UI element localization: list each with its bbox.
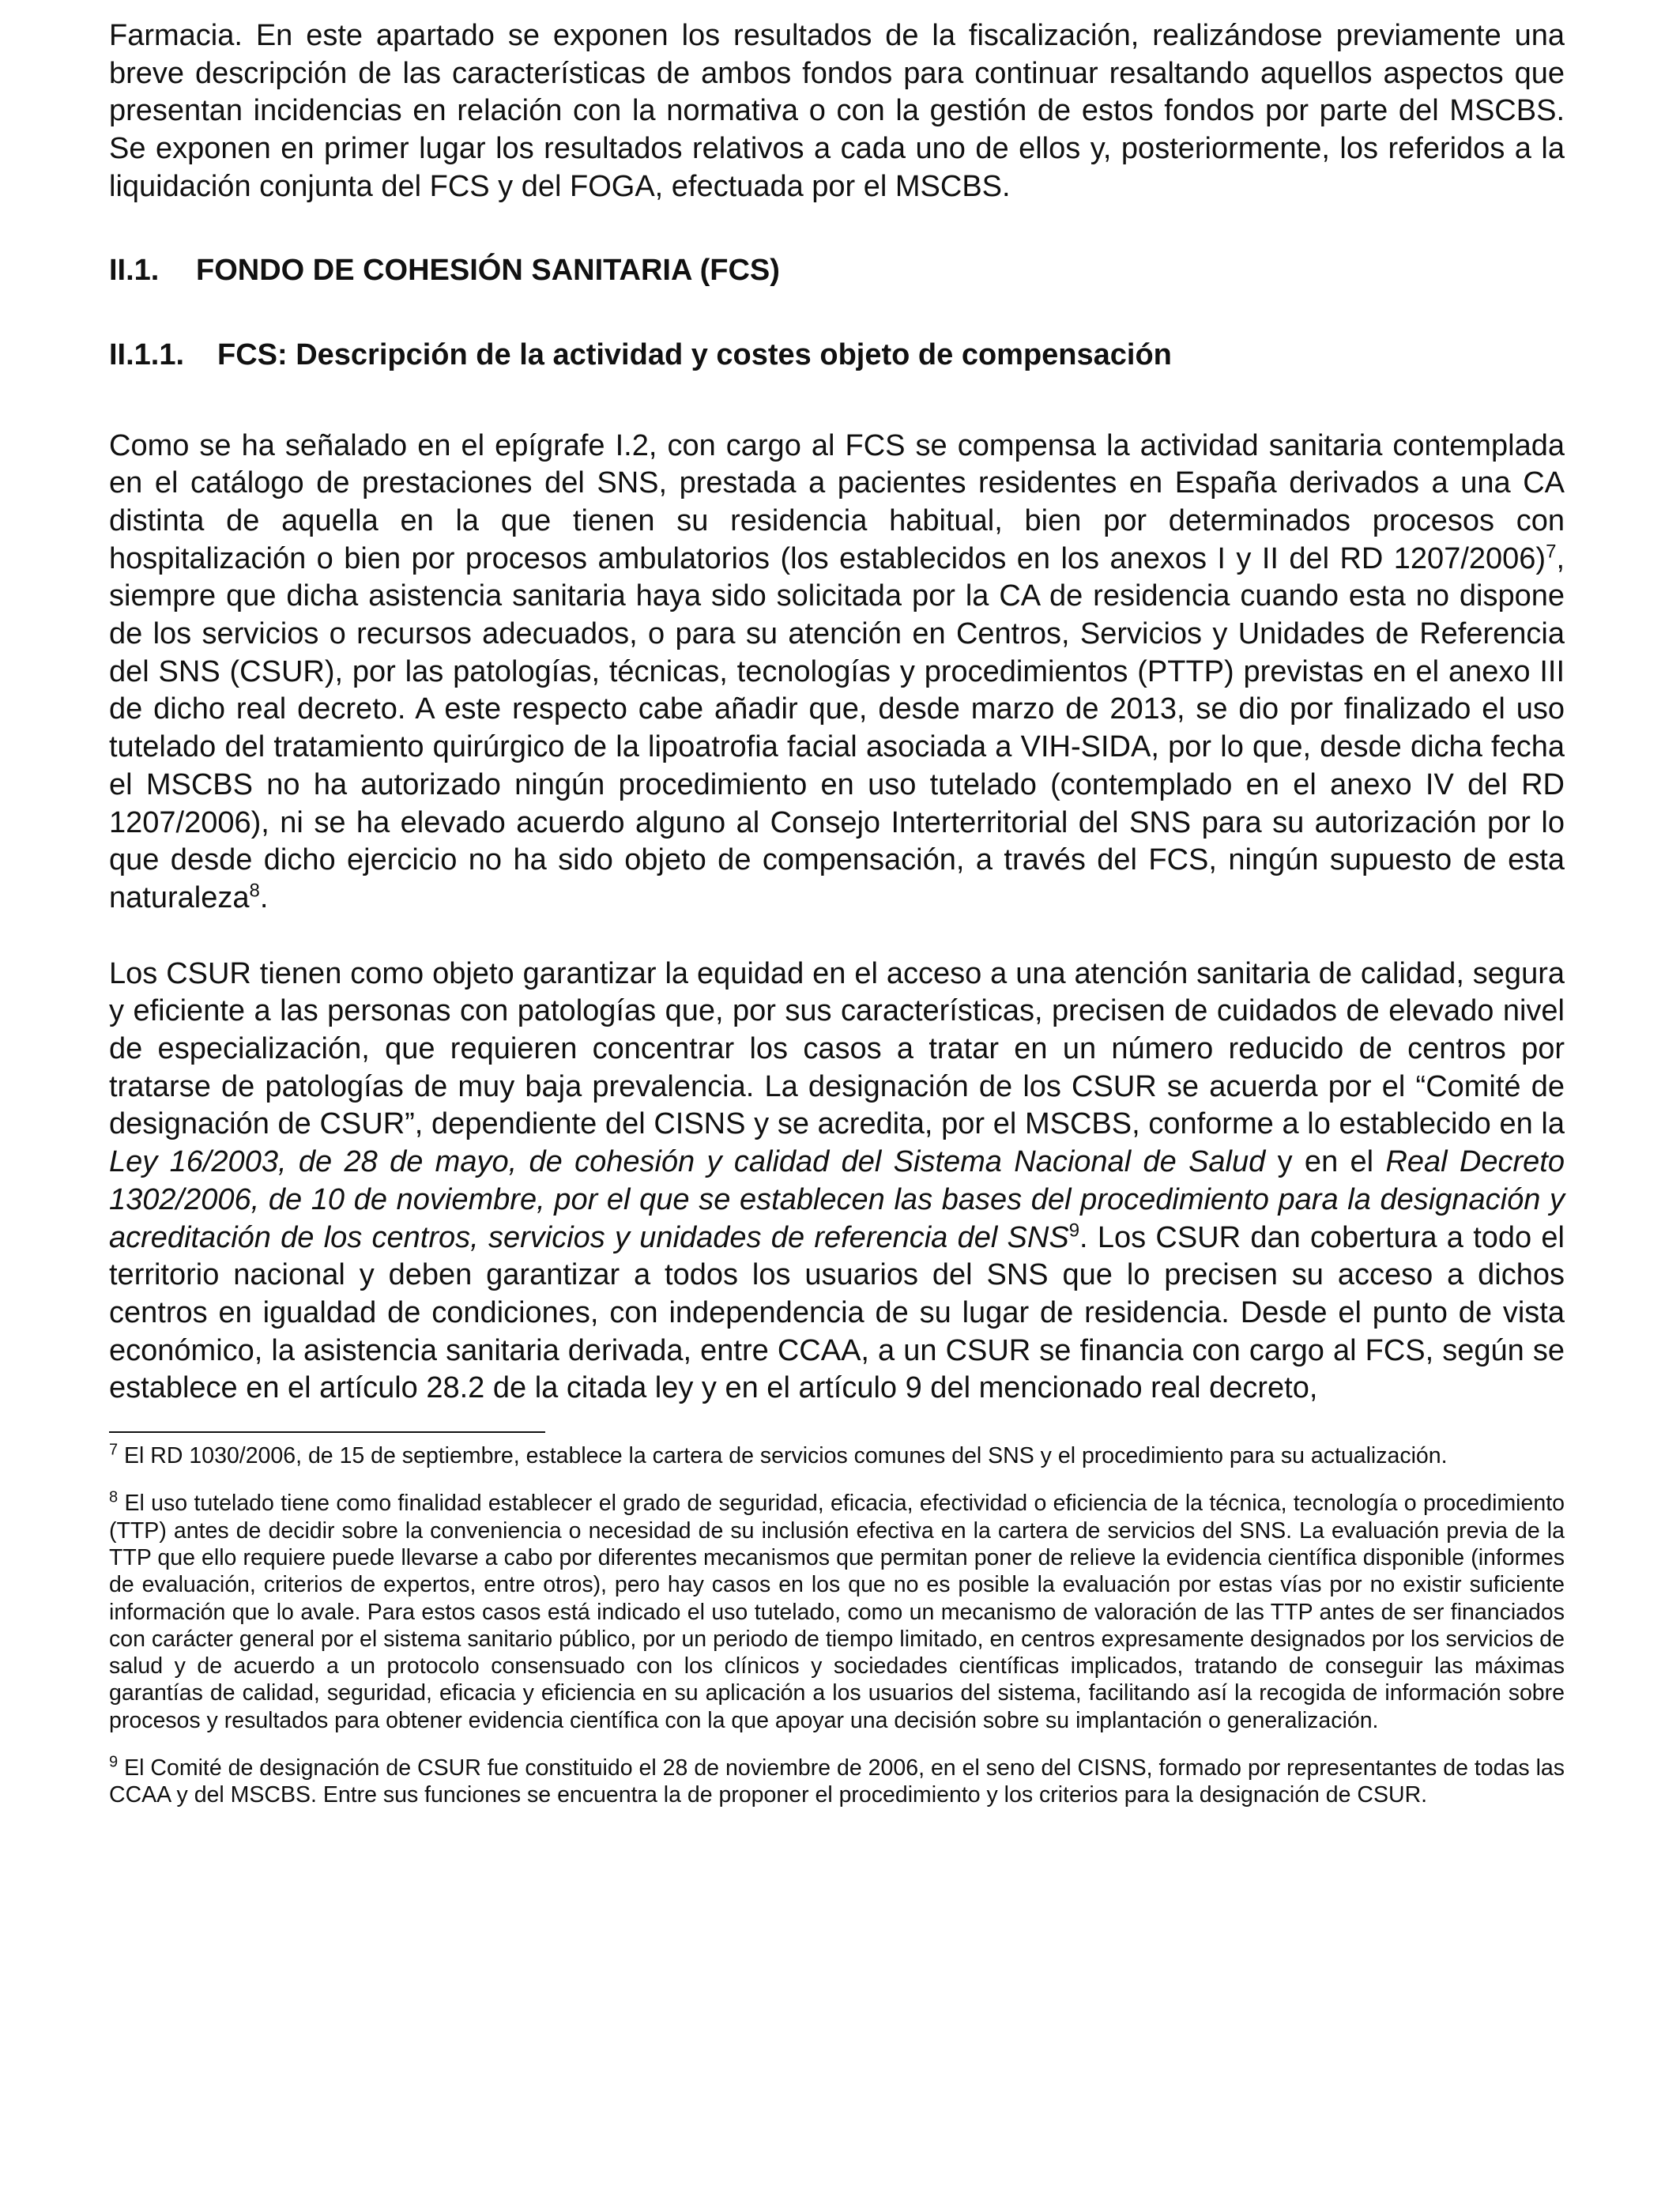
footnote-number: 9 (109, 1753, 119, 1771)
law-reference-1: Ley 16/2003, de 28 de mayo, de cohesión y calidad del Sistema Nacional de Salud (109, 1145, 1266, 1179)
paragraph-text: . Los CSUR dan cobertura a todo el territorio nacional y deben garantizar a todos los usuarios del SNS que lo precisen su acceso a dichos centros en igualdad de condiciones, con independencia de su lugar de residencia. Desde el punto de vista económico, la asistencia sanitaria derivada, entre CCAA, a un CSUR se financia con cargo al FCS, según se establece en el artículo 28.2 de la citada ley y en el artículo 9 del mencionado real decreto, (109, 1220, 1565, 1405)
subsection-heading (109, 337, 1565, 374)
document-page (109, 17, 1565, 1809)
footnote-number: 7 (109, 1441, 119, 1459)
footnote-9 (109, 1755, 1565, 1809)
footnote-8 (109, 1490, 1565, 1734)
section-title: FONDO DE COHESIÓN SANITARIA (FCS) (196, 253, 780, 287)
footnote-text: El RD 1030/2006, de 15 de septiembre, establece la cartera de servicios comunes del SNS y el procedimiento para su actualización. (124, 1443, 1448, 1469)
footnote-separator (109, 1431, 545, 1433)
section-number: II.1. (109, 253, 160, 287)
paragraph-csur (109, 956, 1565, 1408)
paragraph-text: y en el (1265, 1145, 1386, 1179)
subsection-title: FCS: Descripción de la actividad y costes objeto de compensación (217, 337, 1172, 371)
paragraph-fcs-activity (109, 428, 1565, 918)
paragraph-text: Los CSUR tienen como objeto garantizar la equidad en el acceso a una atención sanitaria de calidad, segura y eficiente a las personas con patologías que, por sus características, precisen de cuidados de elevado nivel de especialización, que requieren concentrar los casos a tratar en un número reducido de centros por tratarse de patologías de muy baja prevalencia. La designación de los CSUR se acuerda por el “Comité de designación de CSUR”, dependiente del CISNS y se acredita, por el MSCBS, conforme a lo establecido en la (109, 956, 1565, 1141)
footnote-number: 8 (109, 1488, 119, 1506)
footnote-7 (109, 1442, 1565, 1469)
footnote-ref-8[interactable]: 8 (249, 880, 260, 902)
paragraph-text: . (259, 880, 269, 914)
paragraph-text: Como se ha señalado en el epígrafe I.2, con cargo al FCS se compensa la actividad sanitaria contemplada en el catálogo de prestaciones del SNS, prestada a pacientes residentes en España derivados a una CA distinta de aquella en la que tienen su residencia habitual, bien por determinados procesos con hospitalización o bien por procesos ambulatorios (los establecidos en los anexos I y II del RD 1207/2006) (109, 428, 1565, 575)
section-heading (109, 252, 1565, 289)
footnote-text: El Comité de designación de CSUR fue constituido el 28 de noviembre de 2006, en el seno del CISNS, formado por representantes de todas las CCAA y del MSCBS. Entre sus funciones se encuentra la de proponer el procedimiento y los criterios para la designación de CSUR. (109, 1755, 1565, 1808)
footnote-ref-7[interactable]: 7 (1546, 540, 1557, 562)
footnote-ref-9[interactable]: 9 (1068, 1219, 1080, 1241)
footnote-text: El uso tutelado tiene como finalidad establecer el grado de seguridad, eficacia, efectividad o eficiencia de la técnica, tecnología o procedimiento (TTP) antes de decidir sobre la conveniencia o necesidad de su inclusión efectiva en la cartera de servicios del SNS. La evaluación previa de la TTP que ello requiere puede llevarse a cabo por diferentes mecanismos que permitan poner de relieve la evidencia científica disponible (informes de evaluación, criterios de expertos, entre otros), pero hay casos en los que no es posible la evaluación por estas vías por no existir suficiente información que lo avale. Para estos casos está indicado el uso tutelado, como un mecanismo de valoración de las TTP antes de ser financiados con carácter general por el sistema sanitario público, por un periodo de tiempo limitado, en centros expresamente designados por los servicios de salud y de acuerdo a un protocolo consensuado con los clínicos y sociedades científicas implicados, tratando de conseguir las máximas garantías de calidad, seguridad, eficacia y eficiencia en su aplicación a los usuarios del sistema, facilitando así la recogida de información sobre procesos y resultados para obtener evidencia científica con la que apoyar una decisión sobre su implantación o generalización. (109, 1491, 1565, 1733)
law-reference-2: Real Decreto 1302/2006, de 10 de noviembre, por el que se establecen las bases del procedimiento para la designación y acreditación de los centros, servicios y unidades de referencia del SNS (109, 1145, 1565, 1254)
paragraph-text: , siempre que dicha asistencia sanitaria haya sido solicitada por la CA de residencia cuando esta no dispone de los servicios o recursos adecuados, o para su atención en Centros, Servicios y Unidades de Referencia del SNS (CSUR), por las patologías, técnicas, tecnologías y procedimientos (PTTP) previstas en el anexo III de dicho real decreto. A este respecto cabe añadir que, desde marzo de 2013, se dio por finalizado el uso tutelado del tratamiento quirúrgico de la lipoatrofia facial asociada a VIH-SIDA, por lo que, desde dicha fecha el MSCBS no ha autorizado ningún procedimiento en uso tutelado (contemplado en el anexo IV del RD 1207/2006), ni se ha elevado acuerdo alguno al Consejo Interterritorial del SNS para su autorización por lo que desde dicho ejercicio no ha sido objeto de compensación, a través del FCS, ningún supuesto de esta naturaleza (109, 541, 1565, 914)
intro-paragraph: Farmacia. En este apartado se exponen los resultados de la fiscalización, realizándose previamente una breve descripción de las características de ambos fondos para continuar resaltando aquellos aspectos que presentan incidencias en relación con la normativa o con la gestión de estos fondos por parte del MSCBS. Se exponen en primer lugar los resultados relativos a cada uno de ellos y, posteriormente, los referidos a la liquidación conjunta del FCS y del FOGA, efectuada por el MSCBS. (109, 19, 1565, 203)
subsection-number: II.1.1. (109, 337, 185, 371)
